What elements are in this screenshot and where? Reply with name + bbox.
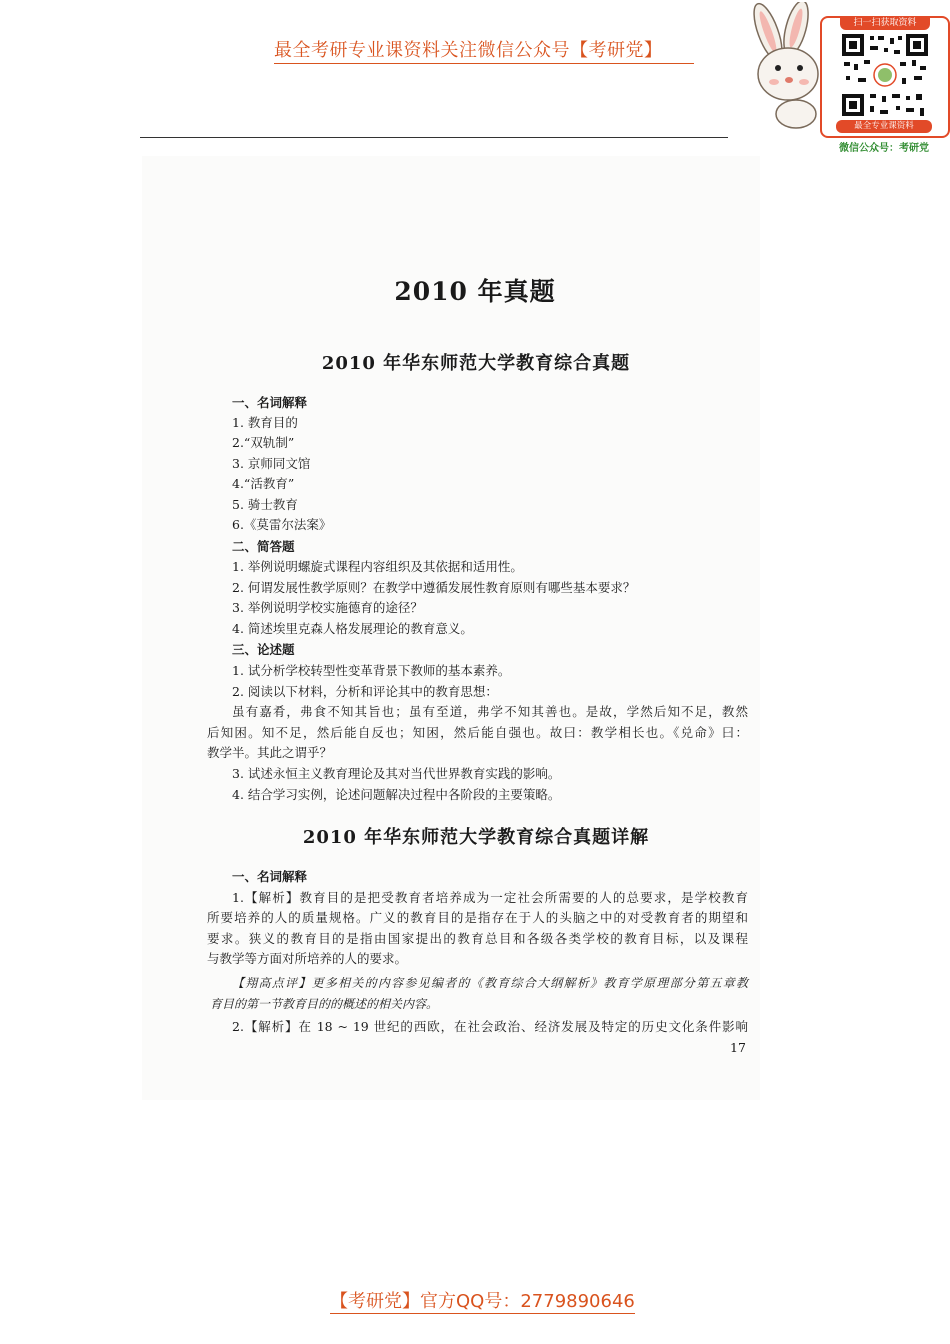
header-divider: [140, 137, 728, 138]
page-title: 2010 年真题: [394, 277, 556, 306]
header-banner: 最全考研专业课资料关注微信公众号【考研党】: [274, 36, 694, 64]
term-item: 4.“活教育”: [232, 476, 295, 491]
exam-section1-heading: 一、名词解释: [232, 395, 308, 410]
answer-line: 所要培养的人的质量规格。广义的教育目的是指存在于人的头脑之中的对受教育者的期望和: [207, 910, 748, 925]
term-item: 3. 京师同文馆: [232, 456, 311, 471]
essay-item: 4. 结合学习实例，论述问题解决过程中各阶段的主要策略。: [232, 787, 561, 802]
passage-line: 虽有嘉肴，弗食不知其旨也；虽有至道，弗学不知其善也。是故，学然后知不足，教然: [232, 704, 748, 719]
commentary-line: 育目的第一节教育目的的概述的相关内容。: [210, 997, 439, 1011]
rabbit-mascot-icon: [738, 2, 824, 132]
term-item: 6.《莫雷尔法案》: [232, 517, 332, 532]
short-answer-item: 1. 举例说明螺旋式课程内容组织及其依据和适用性。: [232, 559, 523, 574]
answer-line: 与教学等方面对所培养的人的要求。: [207, 951, 408, 966]
term-item: 5. 骑士教育: [232, 497, 298, 512]
answers-title: 2010 年华东师范大学教育综合真题详解: [302, 827, 650, 848]
answers-section1-heading: 一、名词解释: [232, 869, 308, 884]
term-item: 1. 教育目的: [232, 415, 298, 430]
short-answer-item: 2. 何谓发展性教学原则？在教学中遵循发展性教育原则有哪些基本要求？: [232, 580, 636, 595]
passage-line: 教学半。其此之谓乎？: [207, 745, 333, 760]
short-answer-item: 4. 简述埃里克森人格发展理论的教育意义。: [232, 621, 473, 636]
term-item: 2.“双轨制”: [232, 435, 295, 450]
answer-line: 要求。狭义的教育目的是指由国家提出的教育总目和各级各类学校的教育目标，以及课程: [207, 931, 748, 946]
footer-contact: 【考研党】官方QQ号：2779890646: [330, 1287, 635, 1314]
essay-item: 3. 试述永恒主义教育理论及其对当代世界教育实践的影响。: [232, 766, 561, 781]
page-number: 17: [730, 1040, 746, 1055]
passage-line: 后知困。知不足，然后能自反也；知困，然后能自强也。故曰：教学相长也。《兑命》曰：: [207, 725, 748, 740]
answer-line: 2.【解析】在 18 ~ 19 世纪的西欧，在社会政治、经济发展及特定的历史文化条件影响: [232, 1019, 748, 1034]
qr-caption: 微信公众号：考研党: [839, 143, 929, 154]
essay-item: 2. 阅读以下材料，分析和评论其中的教育思想：: [232, 684, 498, 699]
qr-bottom-label: 最全专业课资料: [836, 120, 932, 133]
qr-code-icon: [840, 32, 930, 118]
essay-item: 1. 试分析学校转型性变革背景下教师的基本素养。: [232, 663, 511, 678]
qr-code-panel: [820, 16, 950, 138]
commentary-line: 【翔高点评】更多相关的内容参见编者的《教育综合大纲解析》教育学原理部分第五章教: [232, 976, 748, 990]
exam-section3-heading: 三、论述题: [232, 642, 295, 657]
exam-title: 2010 年华东师范大学教育综合真题: [321, 353, 631, 374]
qr-top-label: 扫一扫获取资料: [840, 16, 930, 30]
answer-line: 1.【解析】教育目的是把受教育者培养成为一定社会所需要的人的总要求，是学校教育: [232, 890, 748, 905]
exam-section2-heading: 二、简答题: [232, 539, 295, 554]
short-answer-item: 3. 举例说明学校实施德育的途径？: [232, 600, 423, 615]
